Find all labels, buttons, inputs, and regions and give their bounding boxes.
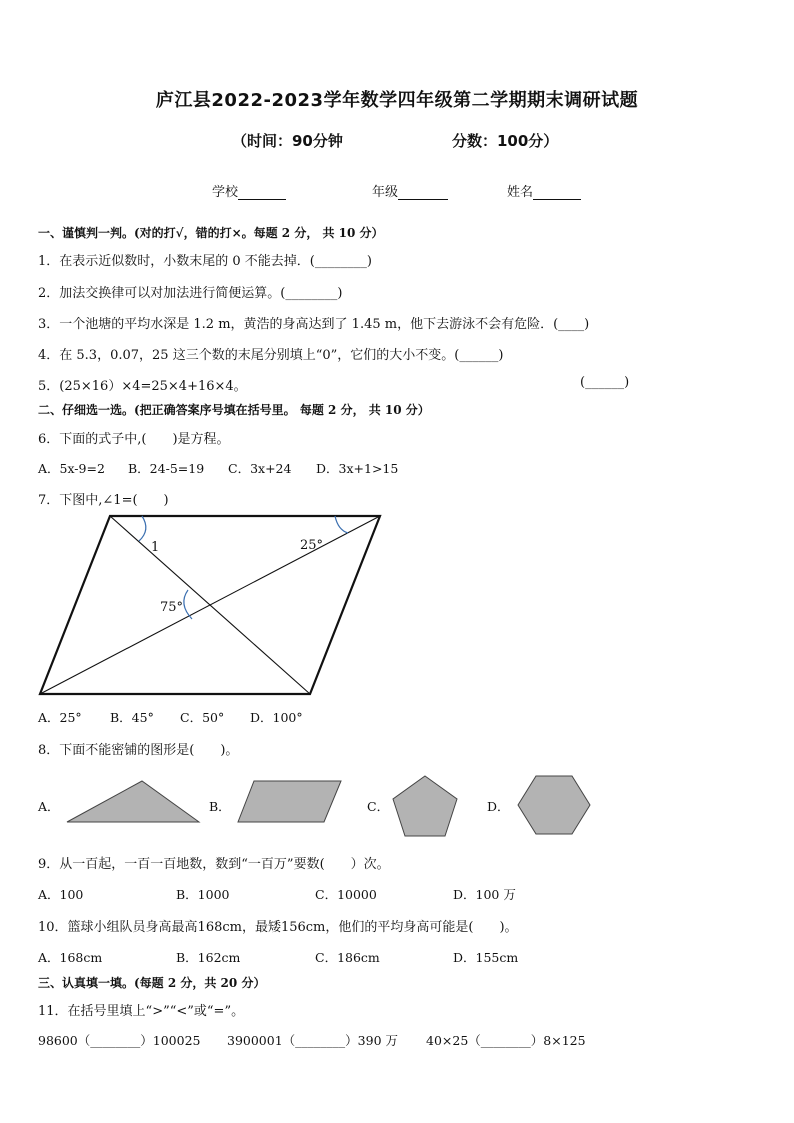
question-5-blank: (______) (580, 375, 630, 390)
school-label: 学校 (212, 185, 239, 200)
pentagon-shape (390, 774, 460, 838)
q9-option-b: B．1000 (176, 887, 230, 902)
q8-label-a: A． (38, 799, 60, 814)
question-3: 3．一个池塘的平均水深是 1.2 m，黄浩的身高达到了 1.45 m，他下去游泳不会有危险．(____) (38, 317, 590, 332)
q9-option-a: A．100 (38, 887, 84, 902)
question-11: 11．在括号里填上“>”“<”或“=”。 (38, 1004, 245, 1019)
page-title: 庐江县2022-2023学年数学四年级第二学期期末调研试题 (155, 90, 639, 111)
exam-time: （时间：90分钟 (232, 132, 343, 150)
question-2: 2．加法交换律可以对加法进行简便运算。(________) (38, 286, 343, 301)
q10-option-c: C．186cm (315, 950, 380, 965)
triangle-shape (64, 778, 202, 826)
parallelogram-shape (236, 778, 344, 826)
name-blank[interactable] (533, 185, 581, 200)
parallelogram-figure (30, 508, 400, 704)
hexagon-shape (516, 774, 592, 836)
q7-option-d: D．100° (250, 710, 303, 725)
q7-option-c: C．50° (180, 710, 225, 725)
q10-option-a: A．168cm (38, 950, 103, 965)
name-field (507, 181, 581, 200)
q10-option-d: D．155cm (453, 950, 519, 965)
exam-score: 分数：100分） (452, 132, 559, 150)
q11-item-2: 3900001（________）390 万 (227, 1033, 399, 1048)
angle-25-arc (335, 516, 348, 533)
section-heading-1: 一、谨慎判一判。(对的打√，错的打×。每题 2 分， 共 10 分） (38, 226, 384, 240)
diagonal-line-2 (40, 516, 380, 694)
q11-item-1: 98600（________）100025 (38, 1033, 201, 1048)
question-8: 8．下面不能密铺的图形是( )。 (38, 743, 239, 758)
question-7: 7．下图中,∠1=( ) (38, 493, 169, 508)
q8-label-b: B． (209, 799, 231, 814)
section-heading-2: 二、仔细选一选。(把正确答案序号填在括号里。 每题 2 分， 共 10 分） (38, 403, 430, 417)
angle-1-label: 1 (151, 540, 160, 555)
angle-25-label: 25° (300, 538, 324, 553)
q8-label-d: D． (487, 799, 510, 814)
q6-option-b: B．24-5=19 (128, 461, 205, 476)
school-blank[interactable] (238, 185, 286, 200)
grade-field (372, 181, 448, 200)
angle-75-label: 75° (160, 600, 184, 615)
angle-1-arc (139, 516, 146, 541)
q10-option-b: B．162cm (176, 950, 241, 965)
question-4: 4．在 5.3，0.07，25 这三个数的末尾分别填上“0”，它们的大小不变。(______) (38, 348, 504, 363)
section-heading-3: 三、认真填一填。(每题 2 分，共 20 分） (38, 976, 266, 990)
question-1: 1．在表示近似数时，小数末尾的 0 不能去掉．(________) (38, 254, 372, 269)
question-9: 9．从一百起，一百一百地数，数到“一百万”要数( ）次。 (38, 857, 390, 872)
school-field (212, 181, 286, 200)
question-6: 6．下面的式子中,( )是方程。 (38, 432, 230, 447)
q9-option-c: C．10000 (315, 887, 377, 902)
q8-label-c: C． (367, 799, 390, 814)
grade-blank[interactable] (398, 185, 448, 200)
q9-option-d: D．100 万 (453, 887, 516, 902)
question-10: 10．篮球小组队员身高最高168cm，最矮156cm，他们的平均身高可能是( )。 (38, 920, 518, 935)
q6-option-a: A．5x-9=2 (38, 461, 105, 476)
q7-option-b: B．45° (110, 710, 154, 725)
q6-option-d: D．3x+1>15 (316, 461, 399, 476)
q6-option-c: C．3x+24 (228, 461, 292, 476)
q11-item-3: 40×25（________）8×125 (426, 1033, 586, 1048)
name-label: 姓名 (507, 185, 534, 200)
question-5: 5．(25×16）×4=25×4+16×4。 (38, 379, 247, 394)
grade-label: 年级 (372, 185, 399, 200)
q7-option-a: A．25° (38, 710, 82, 725)
